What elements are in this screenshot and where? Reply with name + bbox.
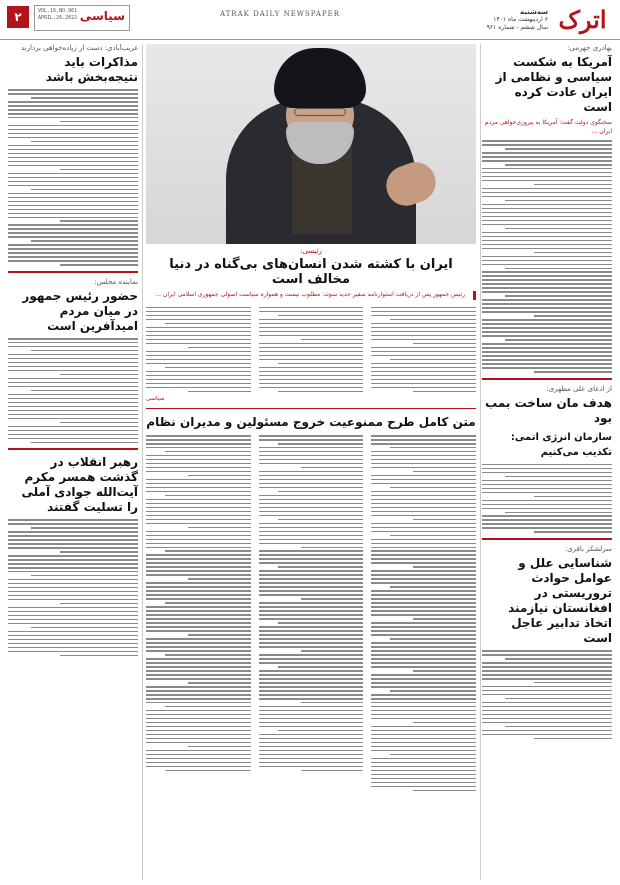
divider bbox=[482, 378, 612, 380]
column-divider bbox=[480, 44, 481, 880]
main-article-body bbox=[146, 305, 476, 395]
left-column bbox=[8, 44, 138, 882]
article-headline: آمریکا به شکست سیاسی و نظامی از ایران عادت کرده است bbox=[495, 55, 612, 114]
article-headline: هدف مان ساخت بمب بود bbox=[485, 395, 612, 425]
article-body bbox=[8, 338, 138, 443]
center-column bbox=[146, 44, 476, 882]
article-body bbox=[482, 140, 612, 373]
masthead bbox=[0, 0, 620, 40]
article-kicker: غریب‌آبادی: دست از زیاده‌خواهی بردارند bbox=[21, 44, 138, 52]
article-kicker: از ادعای علی مطهری: bbox=[546, 384, 612, 393]
president-photo bbox=[146, 44, 476, 244]
article-motahari[interactable] bbox=[482, 385, 612, 533]
article-headline: حضور رئیس جمهور در میان مردم امیدآفرین است bbox=[22, 288, 138, 333]
divider bbox=[482, 538, 612, 540]
article-mp[interactable] bbox=[8, 278, 138, 443]
article-headline: شناسایی علل و عوامل حوادث تروریستی در افغانستان نیازمند اتخاذ تدابیر عاجل است bbox=[508, 556, 612, 646]
issue-info: سال ششم - شماره ۹۶۱ bbox=[486, 24, 548, 31]
page-number: ۲ bbox=[7, 6, 29, 28]
article-headline: رهبر انقلاب در گذشت همسر مکرم آیت‌الله جوادی آملی را تسلیت گفتند bbox=[21, 455, 138, 515]
volume-number: VOL.16,NO.961 bbox=[38, 8, 78, 14]
article-body bbox=[482, 464, 612, 533]
date-block bbox=[458, 8, 548, 32]
article-body bbox=[8, 519, 138, 656]
weekday: سه‌شنبه bbox=[520, 8, 548, 16]
right-column bbox=[482, 44, 612, 882]
article-bagheri[interactable] bbox=[482, 545, 612, 739]
paper-title-en: ATRAK DAILY NEWSPAPER bbox=[219, 10, 341, 18]
article-lead: سخنگوی دولت گفت: آمریکا به پیروزی‌خواهی مردم ایران ... bbox=[484, 119, 612, 135]
section-tag: سیاسی bbox=[146, 394, 165, 402]
article-kicker: بهادری جهرمی: bbox=[567, 44, 612, 52]
date-fa: ۶ اردیبهشت ماه ۱۴۰۱ bbox=[493, 16, 548, 23]
second-headline[interactable]: متن کامل طرح ممنوعیت خروج مسئولین و مدیران نظام bbox=[146, 414, 476, 429]
column-divider bbox=[142, 44, 143, 880]
main-lead: رئیس جمهور پس از دریافت استوارنامه سفیر جدید سوئد: مطلوب نیست و همواره سیاست اصولی جمهوری اسلامی ایران ... bbox=[146, 291, 476, 300]
section-header bbox=[34, 5, 130, 31]
second-article-body bbox=[146, 433, 476, 794]
date-en: APRIL.26.2022 bbox=[38, 15, 78, 21]
article-kicker: نماینده مجلس: bbox=[94, 277, 138, 286]
newspaper-logo: اترک bbox=[558, 5, 607, 34]
divider bbox=[8, 271, 138, 273]
divider bbox=[8, 448, 138, 450]
main-kicker: رئیسی: bbox=[300, 247, 322, 255]
article-gharibabadi[interactable] bbox=[8, 44, 138, 266]
article-body bbox=[8, 89, 138, 266]
article-subheadline: سازمان انرژی اتمی: تکذیب می‌کنیم bbox=[510, 431, 612, 458]
article-body bbox=[482, 650, 612, 739]
article-condolence[interactable] bbox=[8, 455, 138, 656]
main-headline[interactable]: ایران با کشته شدن انسان‌های بی‌گناه در دنیا مخالف است bbox=[169, 257, 453, 287]
divider bbox=[146, 408, 476, 409]
article-kicker: سرلشکر باقری: bbox=[564, 545, 612, 554]
volume-info bbox=[38, 8, 77, 22]
article-bahadori[interactable] bbox=[482, 44, 612, 373]
section-name: سیاسی bbox=[79, 9, 125, 23]
article-headline: مذاکرات باید نتیجه‌بخش باشد bbox=[45, 55, 138, 84]
